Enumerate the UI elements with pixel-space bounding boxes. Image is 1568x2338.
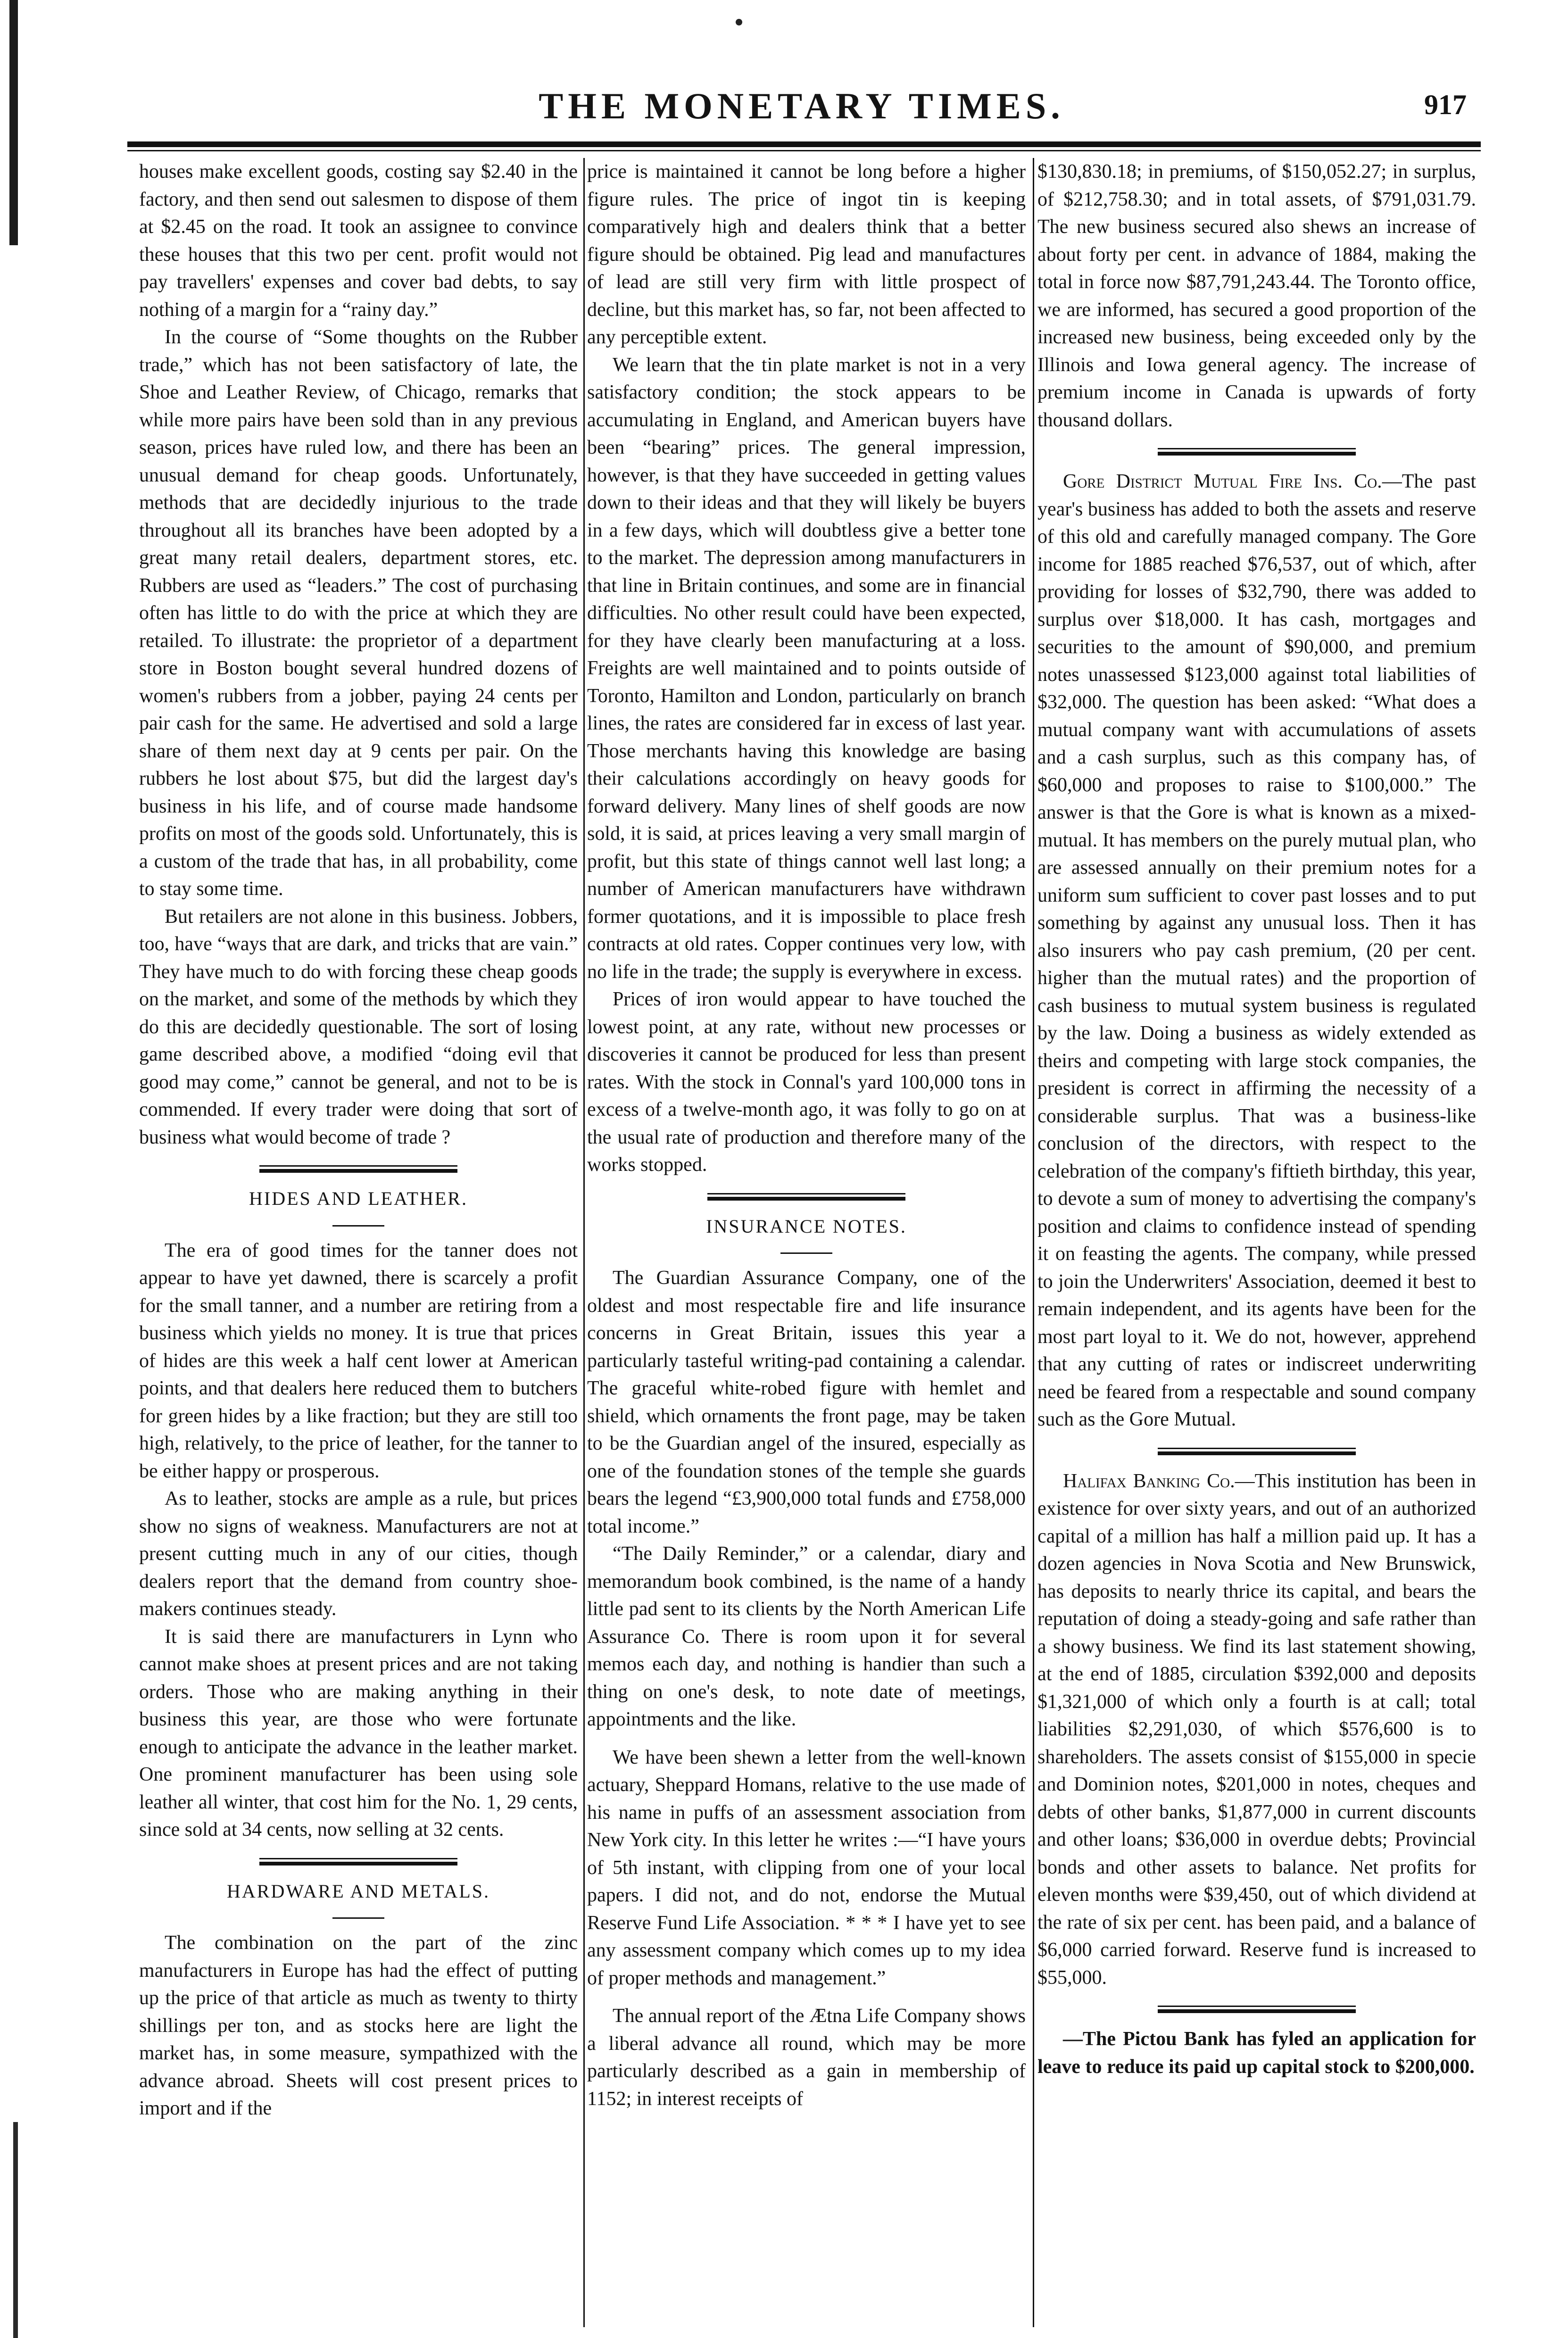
masthead-rule xyxy=(127,141,1481,147)
masthead-rule-thin xyxy=(127,150,1481,151)
newspaper-title: THE MONETARY TIMES. xyxy=(539,85,1065,126)
paragraph: The Guardian Assurance Company, one of the oldest and most respectable fire and life insurance concerns in Great Britain, issues this year a particularly tasteful writing-pad containing a calendar. The graceful white-robed figure with hemlet and shield, which ornaments the front page, may be taken to be the Guardian angel of the insured, especially as one of the foundation stones of the temple she guards bears the legend “£3,900,000 total funds and £758,000 total income.” xyxy=(587,1267,1026,1537)
paragraph: We have been shewn a letter from the well-known actuary, Sheppard Homans, relative to the use made of his name in puffs of an assessment association from New York city. In this letter he writes :—“I have yours of 5th instant, with clipping from one of your local papers. I did not, and do not, endorse the Mutual Reserve Fund Life Association. * * * I have yet to see any assessment company which comes up to my idea of proper methods and management.” xyxy=(587,1746,1026,1989)
section-separator xyxy=(1158,1448,1356,1455)
section-separator xyxy=(259,1165,457,1173)
section-heading-insurance: INSURANCE NOTES. xyxy=(706,1215,907,1237)
paragraph: As to leather, stocks are ample as a rule, but prices show no signs of weakness. Manufacturers are not at present cutting much in any of our cities, though dealers report that the demand from country shoe-makers continues steady. xyxy=(139,1488,578,1620)
paragraph: The annual report of the Ætna Life Company shows a liberal advance all round, which may be more particularly described as a gain in membership of 1152; in interest receipts of xyxy=(587,2005,1026,2110)
heading-rule xyxy=(332,1917,384,1919)
paragraph: It is said there are manufacturers in Lynn who cannot make shoes at present prices and are not taking orders. Those who are making anything in their business this year, are those who were fortunate enough to anticipate the advance in the leather market. One prominent manufacturer has been using sole leather all winter, that cost him for the No. 1, 29 cents, since sold at 34 cents, now selling at 32 cents. xyxy=(139,1625,578,1841)
paragraph: houses make excellent goods, costing say $2.40 in the factory, and then send out salesmen to dispose of them at $2.45 on the road. It took an assignee to convince these houses that this two per cent. profit would not pay travellers' expenses and cover bad debts, to say nothing of a margin for a “rainy day.” xyxy=(139,161,578,321)
paragraph-gore xyxy=(1037,468,1476,1434)
section-separator xyxy=(259,1858,457,1865)
page-binding-shadow xyxy=(9,0,18,245)
paragraph: “The Daily Reminder,” or a calendar, diary and memorandum book combined, is the name of a handy little pad sent to its clients by the North American Life Assurance Co. There is room upon it for several memos each day, and nothing is handier than such a thing on one's desk, to note date of meetings, appointments and the like. xyxy=(587,1543,1026,1730)
paragraph-pictou: —The Pictou Bank has fyled an application for leave to reduce its paid up capital stock to $200,000. xyxy=(1037,2028,1476,2078)
paragraph: The combination on the part of the zinc manufacturers in Europe has had the effect of putting up the price of that article as much as twenty to thirty shillings per ton, and as stocks here are light the market has, in some measure, sympathized with the advance abroad. Sheets will cost present prices to import and if the xyxy=(139,1932,578,2119)
column-2 xyxy=(587,158,1026,2308)
section-heading-hardware: HARDWARE AND METALS. xyxy=(227,1880,490,1902)
item-lead-halifax: Halifax Banking Co. xyxy=(1063,1470,1235,1492)
page-number: 917 xyxy=(1424,89,1467,120)
paragraph: $130,830.18; in premiums, of $150,052.27; in surplus, of $212,758.30; and in total assets, of $791,031.79. The new business secured also shews an increase of about forty per cent. in advance of 1884, making the total in force now $87,791,243.44. The Toronto office, we are informed, has secured a good proportion of the increased new business, being exceeded only by the Illinois and Iowa general agency. The increase of premium income in Canada is upwards of forty thousand dollars. xyxy=(1037,161,1476,431)
section-separator xyxy=(707,1193,905,1201)
paragraph-text: —This institution has been in existence for over sixty years, and out of an authorized capital of a million has half a million paid up. It has a dozen agencies in Nova Scotia and New Brunswick, has deposits to nearly thrice its capital, and bears the reputation of doing a steady-going and safe rather than a showy business. We find its last statement showing, at the end of 1885, circulation $392,000 and deposits $1,321,000 of which only a fourth is at call; total liabilities $2,291,030, of which $576,600 is to shareholders. The assets consist of $155,000 in specie and Dominion notes, $201,000 in notes, cheques and debts of other banks, $1,877,000 in current discounts and other loans; $36,000 in overdue debts; Provincial bonds and other assets to balance. Net profits for eleven months were $39,450, out of which dividend at the rate of six per cent. has been paid, and a balance of $6,000 carried forward. Reserve fund is increased to $55,000. xyxy=(1037,1470,1476,1989)
heading-rule xyxy=(332,1225,384,1227)
print-mark xyxy=(736,19,742,25)
column-divider xyxy=(583,158,585,2327)
column-1 xyxy=(139,158,578,2308)
paragraph: But retailers are not alone in this business. Jobbers, too, have “ways that are dark, and tricks that are vain.” They have much to do with forcing these cheap goods on the market, and some of the methods by which they do this are decidedly questionable. The sort of losing game described above, a modified “doing evil that good may come,” cannot be general, and not to be is commended. If every trader were doing that sort of business what would become of trade ? xyxy=(139,905,578,1148)
column-3 xyxy=(1037,158,1476,2308)
section-separator xyxy=(1158,2006,1356,2013)
paragraph: Prices of iron would appear to have touched the lowest point, at any rate, without new processes or discoveries it cannot be produced for less than present rates. With the stock in Connal's yard 100,000 tons in excess of a twelve-month ago, it was folly to go on at the usual rate of production and therefore many of the works stopped. xyxy=(587,988,1026,1176)
paragraph: In the course of “Some thoughts on the Rubber trade,” which has not been satisfactory of late, the Shoe and Leather Review, of Chicago, remarks that while more pairs have been sold than in any previous season, prices have ruled low, and there has been an unusual demand for cheap goods. Unfortunately, methods that are decidedly injurious to the trade throughout all its branches have been adopted by a great many retail dealers, department stores, etc. Rubbers are used as “leaders.” The cost of purchasing often has little to do with the price at which they are retailed. To illustrate: the proprietor of a department store in Boston bought several hundred dozens of women's rubbers from a jobber, paying 24 cents per pair cash for the same. He advertised and sold a large share of them next day at 9 cents per pair. On the rubbers he lost about $75, but did the largest day's business in his life, and of course made handsome profits on most of the goods sold. Unfortunately, this is a custom of the trade that has, in all probability, come to stay some time. xyxy=(139,326,578,900)
section-separator xyxy=(1158,448,1356,456)
paragraph: price is maintained it cannot be long before a higher figure rules. The price of ingot tin is keeping comparatively high and dealers think that a better figure should be obtained. Pig lead and manufactures of lead are still very firm with little prospect of decline, but this market has, so far, not been affected to any perceptible extent. xyxy=(587,161,1026,348)
paragraph: We learn that the tin plate market is not in a very satisfactory condition; the stock appears to be accumulating in England, and American buyers have been “bearing” prices. The general impression, however, is that they have succeeded in getting values down to their ideas and that they will likely be buyers in a few days, which will doubtless give a better tone to the market. The depression among manufacturers in that line in Britain continues, and some are in financial difficulties. No other result could have been expected, for they have clearly been manufacturing at a loss. Freights are well maintained and to points outside of Toronto, Hamilton and London, particularly on branch lines, the rates are considered far in excess of last year. Those merchants having this knowledge are basing their calculations accordingly on heavy goods for forward delivery. Many lines of shelf goods are now sold, it is said, at prices leaving a very small margin of profit, but this state of things cannot well last long; a number of American manufacturers have withdrawn former quotations, and it is impossible to place fresh contracts at old rates. Copper continues very low, with no life in the trade; the supply is everywhere in excess. xyxy=(587,354,1026,983)
masthead xyxy=(123,80,1481,141)
column-divider xyxy=(1033,158,1034,2327)
page-binding-shadow-lower xyxy=(13,2122,18,2338)
section-heading-hides: HIDES AND LEATHER. xyxy=(249,1188,468,1209)
item-lead-gore: Gore District Mutual Fire Ins. Co. xyxy=(1063,471,1382,492)
heading-rule xyxy=(780,1252,832,1254)
paragraph-halifax xyxy=(1037,1467,1476,1992)
paragraph: The era of good times for the tanner does not appear to have yet dawned, there is scarcely a profit for the small tanner, and a number are retiring from a business which yields no money. It is true that prices of hides are this week a half cent lower at American points, and that dealers here reduced them to butchers for green hides by a like fraction; but they are still too high, relatively, to the price of leather, for the tanner to be either happy or prosperous. xyxy=(139,1239,578,1482)
paragraph-text: —The past year's business has added to both the assets and reserve of this old and carefully managed company. The Gore income for 1885 reached $76,537, out of which, after providing for losses of $32,790, there was added to surplus over $18,000. It has cash, mortgages and securities to the amount of $90,000, and premium notes unassessed $123,000 against total liabilities of $32,000. The question has been asked: “What does a mutual company want with accumulations of assets and a cash surplus, such as this company has, of $60,000 and proposes to raise to $100,000.” The answer is that the Gore is what is known as a mixed-mutual. It has members on the purely mutual plan, who are assessed annually on their premium notes for a uniform sum sufficient to cover past losses and to put something by against any unusual loss. Then it has also insurers who pay cash premium, (20 per cent. higher than the mutual rates) and the proportion of cash business to mutual system business is regulated by the law. Doing a business as widely extended as theirs and competing with large stock companies, the president is correct in affirming the necessity of a considerable surplus. That was a business-like conclusion of the directors, with respect to the celebration of the company's fiftieth birthday, this year, to devote a sum of money to advertising the company's position and claims to confidence instead of spending it on feasting the agents. The company, while pressed to join the Underwriters' Association, deemed it best to remain independent, and its agents have been for the most part loyal to it. We do not, however, apprehend that any cutting of rates or indiscreet underwriting need be feared from a respectable and sound company such as the Gore Mutual. xyxy=(1037,471,1476,1430)
